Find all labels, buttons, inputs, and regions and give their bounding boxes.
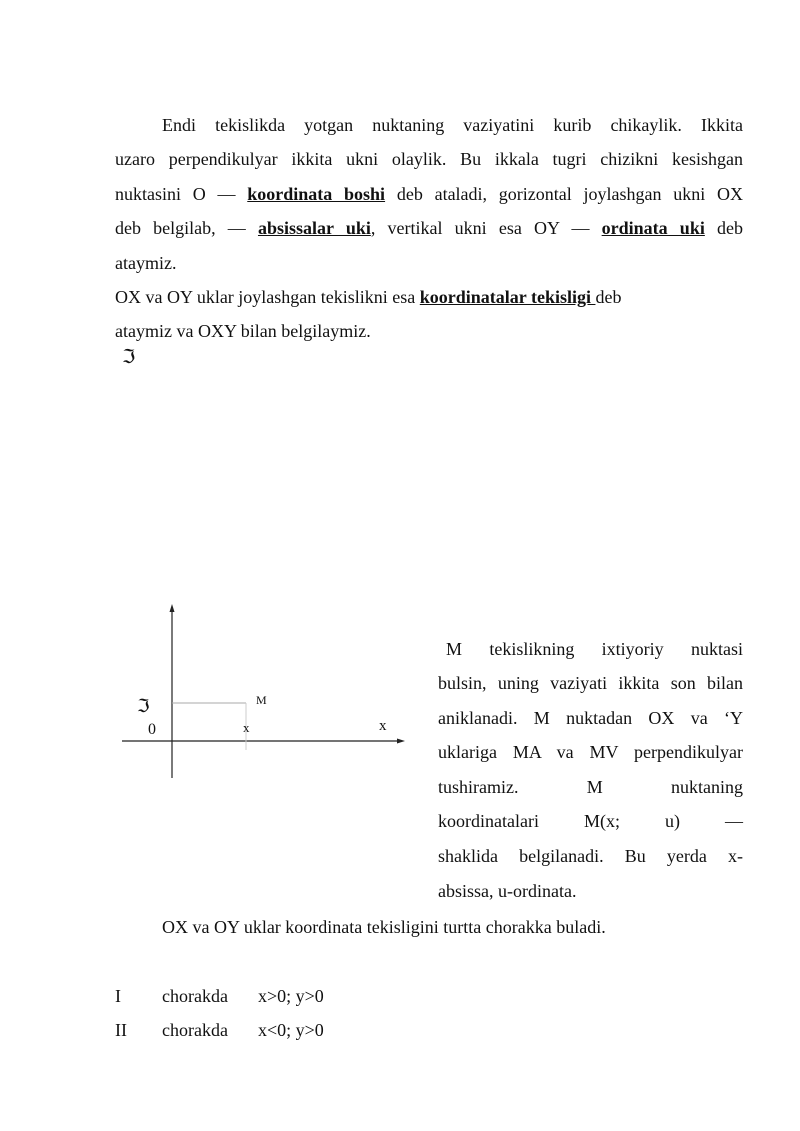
y-axis-arrow	[170, 604, 175, 612]
stray-glyph: ℑ	[122, 346, 136, 368]
x-tick-label: x	[243, 720, 250, 735]
para3-line: tushiramiz. M nuktaning	[438, 777, 743, 797]
quadrant-condition: x>0; y>0	[258, 986, 324, 1006]
para1-line4-mid: , vertikal ukni esa OY —	[370, 218, 602, 238]
para3-last-line: absissa, u-ordinata.	[438, 881, 577, 901]
term-koordinata-boshi: koordinata boshi	[247, 184, 386, 204]
para3-line: bulsin, uning vaziyati ikkita son bilan	[438, 673, 743, 693]
quadrant-number: I	[115, 986, 121, 1006]
x-axis-label: x	[379, 718, 387, 734]
para1-line3	[115, 182, 743, 206]
quadrant-word: chorakda	[162, 1020, 228, 1040]
para1-line5: ataymiz.	[115, 253, 177, 273]
para2-line1-post: deb	[595, 287, 622, 307]
para2-line1-pre: OX va OY uklar joylashgan tekislikni esa	[115, 287, 420, 307]
origin-label: 0	[148, 721, 156, 738]
para1-line4-pre: deb belgilab, —	[115, 218, 258, 238]
point-m-label: M	[256, 693, 267, 707]
para3-line: shaklida belgilanadi. Bu yerda x-	[438, 846, 743, 866]
para3-line: aniklanadi. M nuktadan OX va ‘Y	[438, 708, 743, 728]
para1-line4-post: deb	[704, 218, 743, 238]
para1-line1: Endi tekislikda yotgan nuktaning vaziyatini kurib chikaylik. Ikkita	[162, 115, 743, 135]
quadrant-condition: x<0; y>0	[258, 1020, 324, 1040]
coordinate-diagram	[110, 600, 410, 790]
quadrant-word: chorakda	[162, 986, 228, 1006]
term-ordinata-uki: ordinata uki	[601, 218, 705, 238]
para1-line4	[115, 216, 743, 240]
para3-line: M tekislikning ixtiyoriy nuktasi	[446, 639, 743, 659]
para3-line: koordinatalari M(x; u) —	[438, 811, 743, 831]
para1-line3-pre: nuktasini O —	[115, 184, 248, 204]
para1-line3-post: deb ataladi, gorizontal joylashgan ukni OX	[385, 184, 744, 204]
term-absissalar-uki: absissalar uki	[257, 218, 371, 238]
para2-line2: ataymiz va OXY bilan belgilaymiz.	[115, 321, 371, 341]
y-axis-glyph: ℑ	[137, 696, 150, 717]
term-koordinatalar-tekisligi: koordinatalar tekisligi	[419, 287, 596, 307]
quadrant-number: II	[115, 1020, 127, 1040]
para4: OX va OY uklar koordinata tekisligini turtta chorakka buladi.	[162, 917, 606, 937]
x-axis-arrow	[397, 739, 405, 744]
para1-line2: uzaro perpendikulyar ikkita ukni olaylik. Bu ikkala tugri chizikni kesishgan	[115, 149, 743, 169]
para2-line1	[115, 285, 743, 309]
para3-line: uklariga MA va MV perpendikulyar	[438, 742, 743, 762]
